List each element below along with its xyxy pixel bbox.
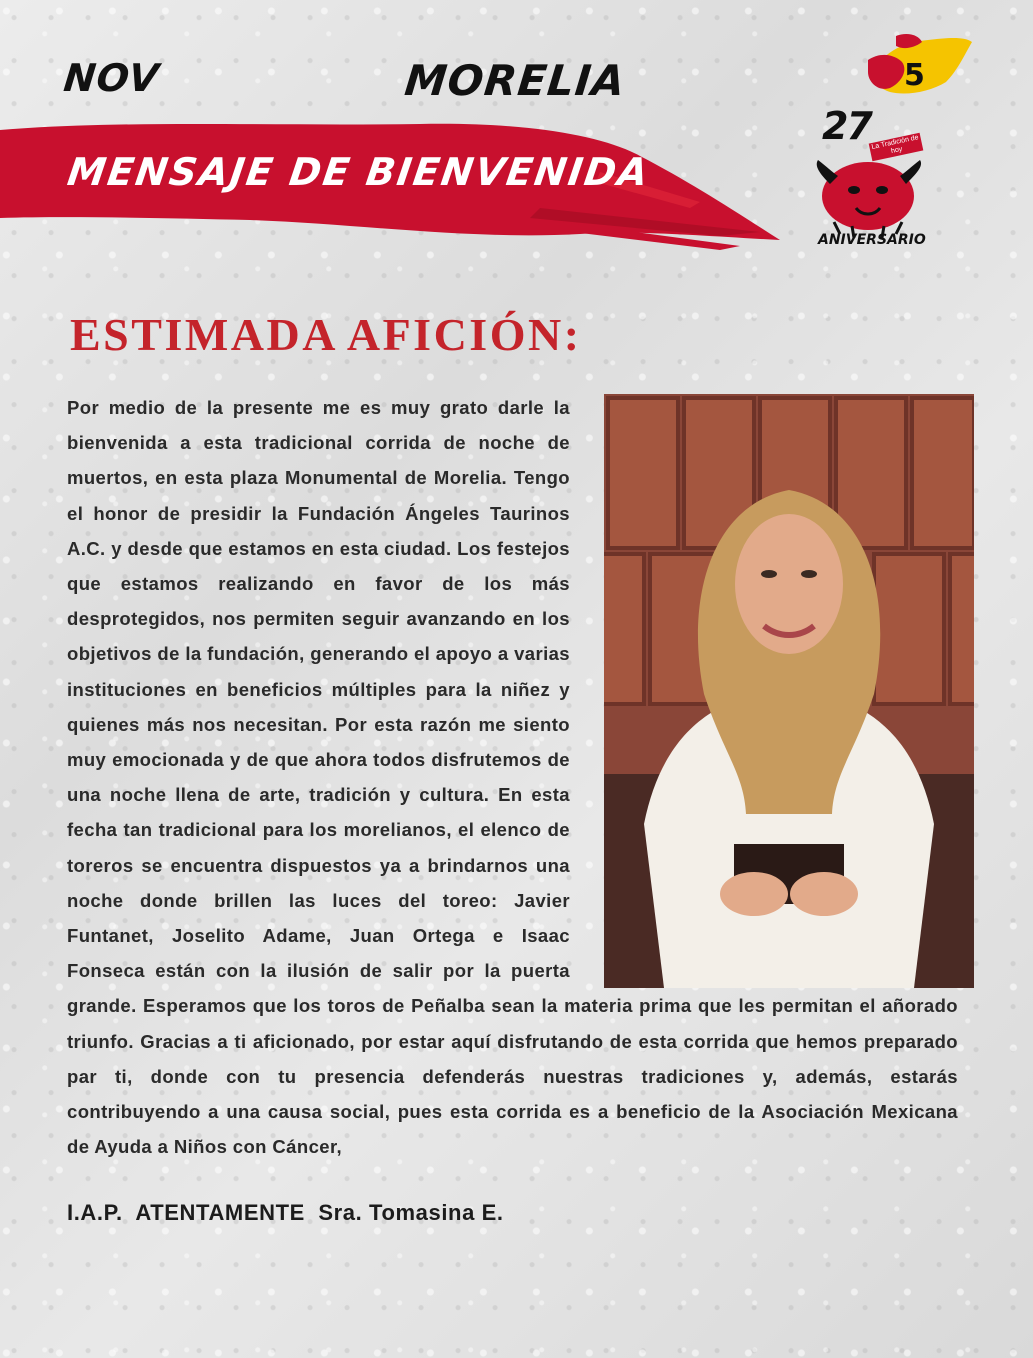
letter-body-text: Por medio de la presente me es muy grato darle la bienvenida a esta tradicional corrida de noche de muertos, en esta plaza Monumental de Morelia. Tengo el honor de presidir la Fundación Ángeles Taurinos A.C. y desde que estamos en esta ciudad. Los festejos que estamos realizando en favor de los más desprotegidos, nos permiten seguir avanzando en los objetivos de la fundación, generando el apoyo a varias instituciones en beneficios múltiples para la niñez y quienes más nos necesitan. Por esta razón me siento muy emocionada y de que ahora todos disfrutemos de una noche llena de arte, tradición y cultura. En esta fecha tan tradicional para los morelianos, el elenco de toreros se encuentra dispuestos ya a brindarnos una noche donde brillen las luces del toreo: Javier Funtanet, Joselito Adame, Juan Ortega e Isaac Fonseca están con la ilusión de salir por la puerta grande. Esperamos que los toros de Peñalba sean la materia prima que les permitan el añorado triunfo. Gracias a ti aficionado, por estar aquí disfrutando de esta corrida que hemos preparado par ti, donde con tu presencia defenderás nuestras tradiciones y, además, estarás contribuyendo a una causa social, pues esta corrida es a beneficio de la Asociación Mexicana de Ayuda a Niños con Cáncer,: [67, 397, 958, 1158]
page-number: 5: [904, 58, 925, 93]
logo-tagline: La Tradición de hoy: [869, 133, 924, 161]
anniversary-label: ANIVERSARIO: [818, 232, 926, 248]
month-label: NOV: [61, 56, 162, 100]
anniversary-number: 27: [822, 104, 871, 148]
letter-salutation: ESTIMADA AFICIÓN:: [70, 309, 582, 360]
letter-body: [67, 390, 958, 1164]
banner-title: MENSAJE DE BIENVENIDA: [64, 150, 653, 194]
photo-spacer: [586, 390, 958, 986]
city-label: MORELIA: [402, 56, 629, 105]
letter-closing: I.A.P. ATENTAMENTE Sra. Tomasina E.: [67, 1200, 504, 1225]
